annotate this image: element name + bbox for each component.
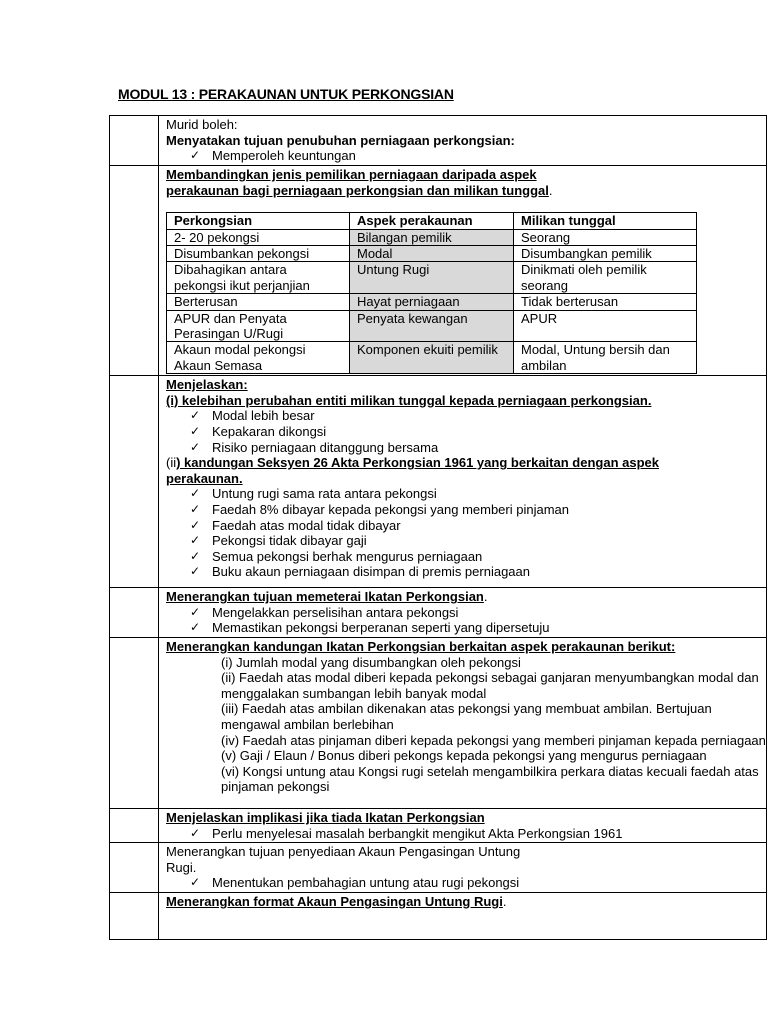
cell-milikan: Disumbangkan pemilik <box>514 246 697 262</box>
list-item: (iv) Faedah atas pinjaman diberi kepada pekongsi yang memberi pinjaman kepada perniagaan <box>221 732 766 748</box>
header-milikan: Milikan tunggal <box>514 213 697 229</box>
list-item: (i) Jumlah modal yang disumbangkan oleh pekongsi <box>221 654 521 670</box>
cell-perkongsian: Akaun modal pekongsi Akaun Semasa <box>167 342 350 374</box>
cell-aspek: Penyata kewangan <box>350 310 514 342</box>
section-heading: Menerangkan tujuan penyediaan Akaun Pengasingan Untung Rugi. <box>166 844 521 875</box>
number-cell <box>110 166 159 376</box>
comparison-row <box>167 294 697 310</box>
content-cell <box>159 809 767 843</box>
list-item: ✓ Semua pekongsi berhak mengurus perniagaan <box>188 549 766 565</box>
cell-aspek: Bilangan pemilik <box>350 229 514 245</box>
number-cell <box>110 116 159 166</box>
section-heading: Menerangkan kandungan Ikatan Perkongsian berkaitan aspek perakaunan berikut: <box>166 639 676 655</box>
list-item: ✓ Mengelakkan perselisihan antara pekongsi <box>188 605 766 621</box>
section-heading: Menerangkan format Akaun Pengasingan Untung Rugi <box>166 894 503 909</box>
cell-aspek: Komponen ekuiti pemilik <box>350 342 514 374</box>
list-item: ✓ Modal lebih besar <box>188 408 766 424</box>
cell-aspek: Modal <box>350 246 514 262</box>
content-cell <box>159 638 767 809</box>
checklist <box>166 148 766 164</box>
heading-punctuation: . <box>548 182 553 198</box>
table-row <box>110 843 767 893</box>
number-cell <box>110 809 159 843</box>
cell-perkongsian: Berterusan <box>167 294 350 310</box>
checklist <box>166 408 766 455</box>
number-cell <box>110 376 159 588</box>
list-item: ✓ Kepakaran dikongsi <box>188 424 766 440</box>
comparison-row <box>167 246 697 262</box>
section-heading: Menjelaskan implikasi jika tiada Ikatan Perkongsian <box>166 810 485 826</box>
table-row <box>110 376 767 588</box>
list-item: (iii) Faedah atas ambilan dikenakan atas pekongsi yang membuat ambilan. Bertujuan mengawal ambilan berlebihan <box>221 701 712 732</box>
cell-milikan: Modal, Untung bersih dan ambilan <box>514 342 697 374</box>
sub-heading: (i) kelebihan perubahan entiti milikan tunggal kepada perniagaan perkongsian. <box>166 392 652 408</box>
section-heading: Membandingkan jenis pemilikan perniagaan daripada aspek perakaunan bagi perniagaan perkongsian dan milikan tunggal <box>166 167 549 198</box>
list-item: ✓ Risiko perniagaan ditanggung bersama <box>188 440 766 456</box>
list-item: (ii) Faedah atas modal diberi kepada pekongsi sebagai ganjaran menyumbangkan modal dan menggalakan sumbangan lebih banyak modal <box>221 670 759 701</box>
checklist <box>166 826 766 842</box>
heading-punctuation: . <box>483 589 488 605</box>
intro-text: Murid boleh: <box>166 117 238 132</box>
cell-perkongsian: Dibahagikan antara pekongsi ikut perjanjian <box>167 262 350 294</box>
cell-milikan: APUR <box>514 310 697 342</box>
checklist <box>166 605 766 636</box>
list-item: ✓ Faedah 8% dibayar kepada pekongsi yang memberi pinjaman <box>188 502 766 518</box>
header-aspek: Aspek perakaunan <box>350 213 514 229</box>
page-title: MODUL 13 : PERAKAUNAN UNTUK PERKONGSIAN <box>118 86 454 102</box>
cell-aspek: Hayat perniagaan <box>350 294 514 310</box>
sub-heading-prefix: (ii <box>166 455 177 471</box>
cell-perkongsian: APUR dan Penyata Perasingan U/Rugi <box>167 310 350 342</box>
list-item: ✓ Perlu menyelesai masalah berbangkit mengikut Akta Perkongsian 1961 <box>188 826 766 842</box>
sub-heading: ) kandungan Seksyen 26 Akta Perkongsian 1961 yang berkaitan dengan aspek perakaunan. <box>166 455 659 486</box>
list-item: ✓ Memperoleh keuntungan <box>188 148 766 164</box>
list-item: ✓ Buku akaun perniagaan disimpan di premis perniagaan <box>188 564 766 580</box>
heading-punctuation: . <box>502 894 507 909</box>
comparison-row <box>167 229 697 245</box>
comparison-table <box>166 212 697 374</box>
checklist <box>166 486 766 580</box>
content-cell <box>159 843 767 893</box>
content-cell <box>159 376 767 588</box>
checklist <box>166 875 766 891</box>
cell-milikan: Seorang <box>514 229 697 245</box>
cell-milikan: Tidak berterusan <box>514 294 697 310</box>
table-row <box>110 588 767 638</box>
cell-perkongsian: 2- 20 pekongsi <box>167 229 350 245</box>
list-item: ✓ Pekongsi tidak dibayar gaji <box>188 533 766 549</box>
content-cell <box>159 588 767 638</box>
table-row <box>110 638 767 809</box>
content-cell <box>159 893 767 940</box>
header-perkongsian: Perkongsian <box>167 213 350 229</box>
comparison-row <box>167 262 697 294</box>
number-cell <box>110 638 159 809</box>
table-row <box>110 893 767 940</box>
section-heading: Menjelaskan: <box>166 377 248 393</box>
list-item: (v) Gaji / Elaun / Bonus diberi pekongs kepada pekongsi yang mengurus perniagaan <box>221 748 707 764</box>
comparison-header-row <box>167 213 697 229</box>
list-item: ✓ Memastikan pekongsi berperanan seperti yang dipersetuju <box>188 620 766 636</box>
table-row <box>110 809 767 843</box>
list-item: ✓ Menentukan pembahagian untung atau rugi pekongsi <box>188 875 766 891</box>
content-cell <box>159 116 767 166</box>
table-row <box>110 116 767 166</box>
cell-milikan: Dinikmati oleh pemilik seorang <box>514 262 697 294</box>
number-cell <box>110 588 159 638</box>
comparison-row <box>167 310 697 342</box>
cell-aspek: Untung Rugi <box>350 262 514 294</box>
list-item: ✓ Untung rugi sama rata antara pekongsi <box>188 486 766 502</box>
content-cell <box>159 166 767 376</box>
section-heading: Menerangkan tujuan memeterai Ikatan Perkongsian <box>166 589 484 605</box>
number-cell <box>110 843 159 893</box>
list-item: ✓ Faedah atas modal tidak dibayar <box>188 518 766 534</box>
comparison-row <box>167 342 697 374</box>
table-row <box>110 166 767 376</box>
syllabus-table <box>109 115 767 940</box>
section-heading: Menyatakan tujuan penubuhan perniagaan perkongsian: <box>166 132 515 148</box>
list-item: (vi) Kongsi untung atau Kongsi rugi setelah mengambilkira perkara diatas kecuali faedah atas pinjaman pekongsi <box>221 763 759 795</box>
number-cell <box>110 893 159 940</box>
cell-perkongsian: Disumbankan pekongsi <box>167 246 350 262</box>
